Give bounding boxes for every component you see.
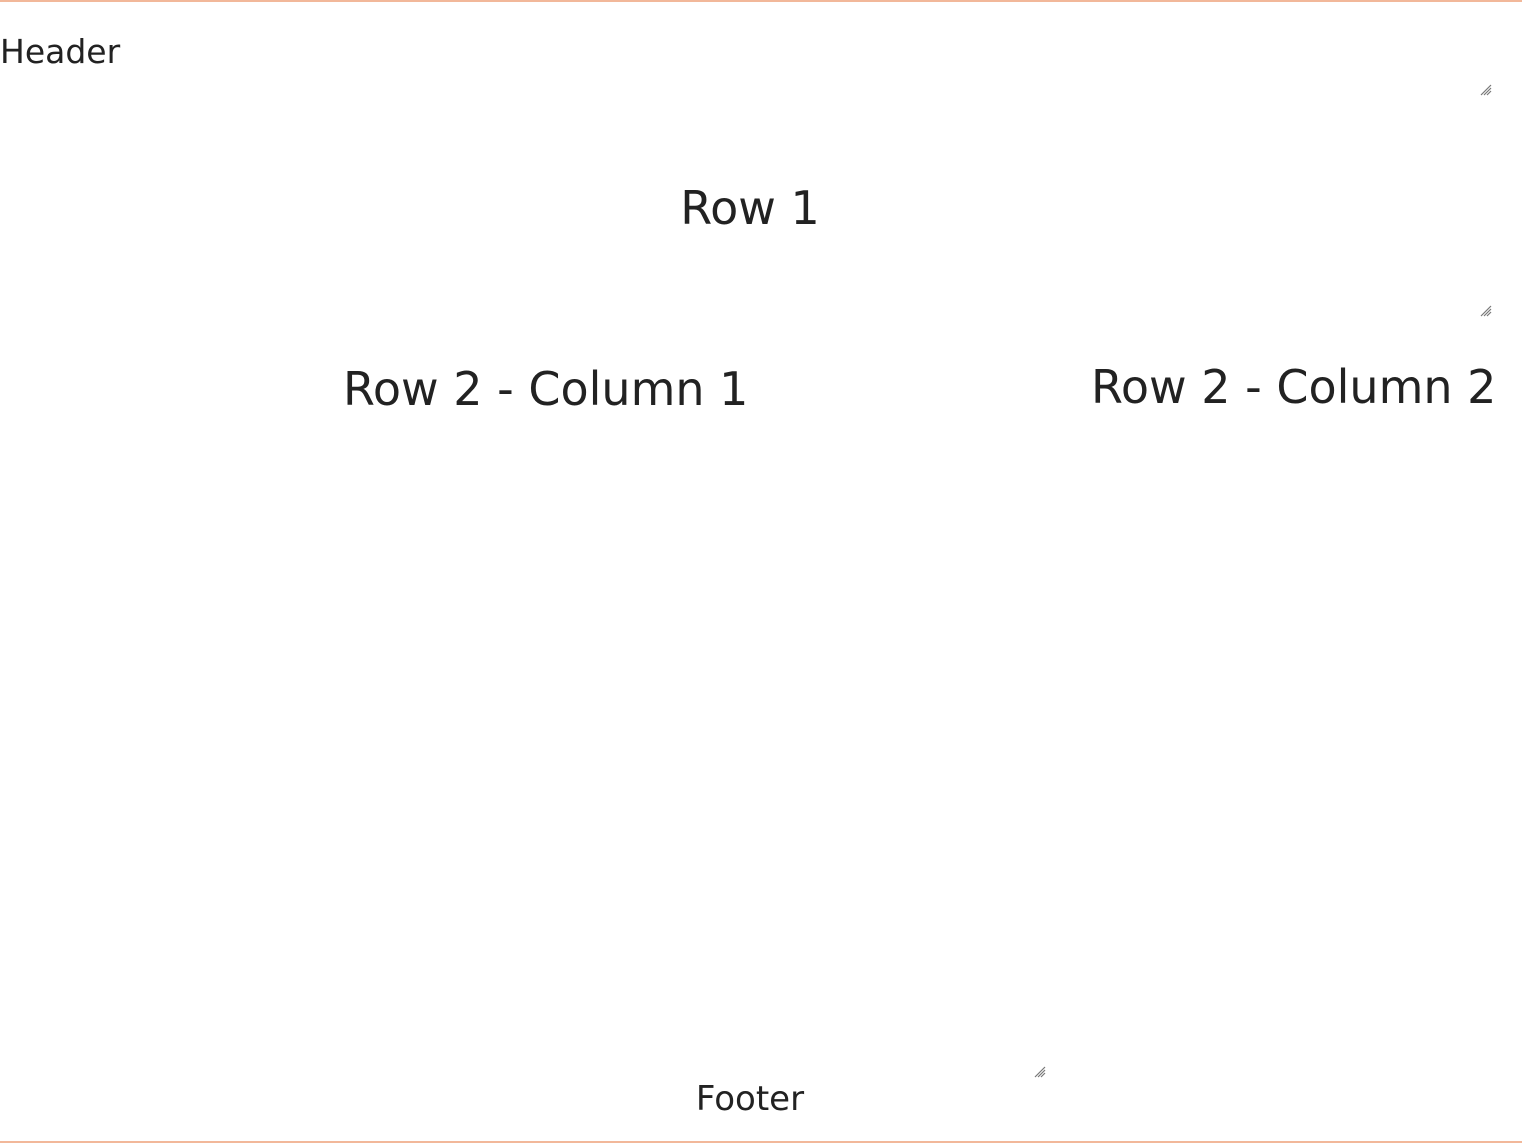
- row-2-column-2-label: Row 2 - Column 2: [1091, 360, 1497, 414]
- resize-grip-icon: [1480, 84, 1492, 96]
- top-border: [0, 0, 1522, 2]
- row-2-column-1-resize-handle[interactable]: [1034, 1066, 1046, 1078]
- header-label: Header: [0, 32, 121, 71]
- resize-grip-icon: [1034, 1066, 1046, 1078]
- footer-label: Footer: [695, 1079, 805, 1119]
- row-1-label: Row 1: [680, 181, 820, 235]
- header-resize-handle[interactable]: [1480, 84, 1492, 96]
- row-1-resize-handle[interactable]: [1480, 305, 1492, 317]
- bottom-border: [0, 1141, 1522, 1143]
- row-2-column-1-label: Row 2 - Column 1: [343, 362, 749, 416]
- resize-grip-icon: [1480, 305, 1492, 317]
